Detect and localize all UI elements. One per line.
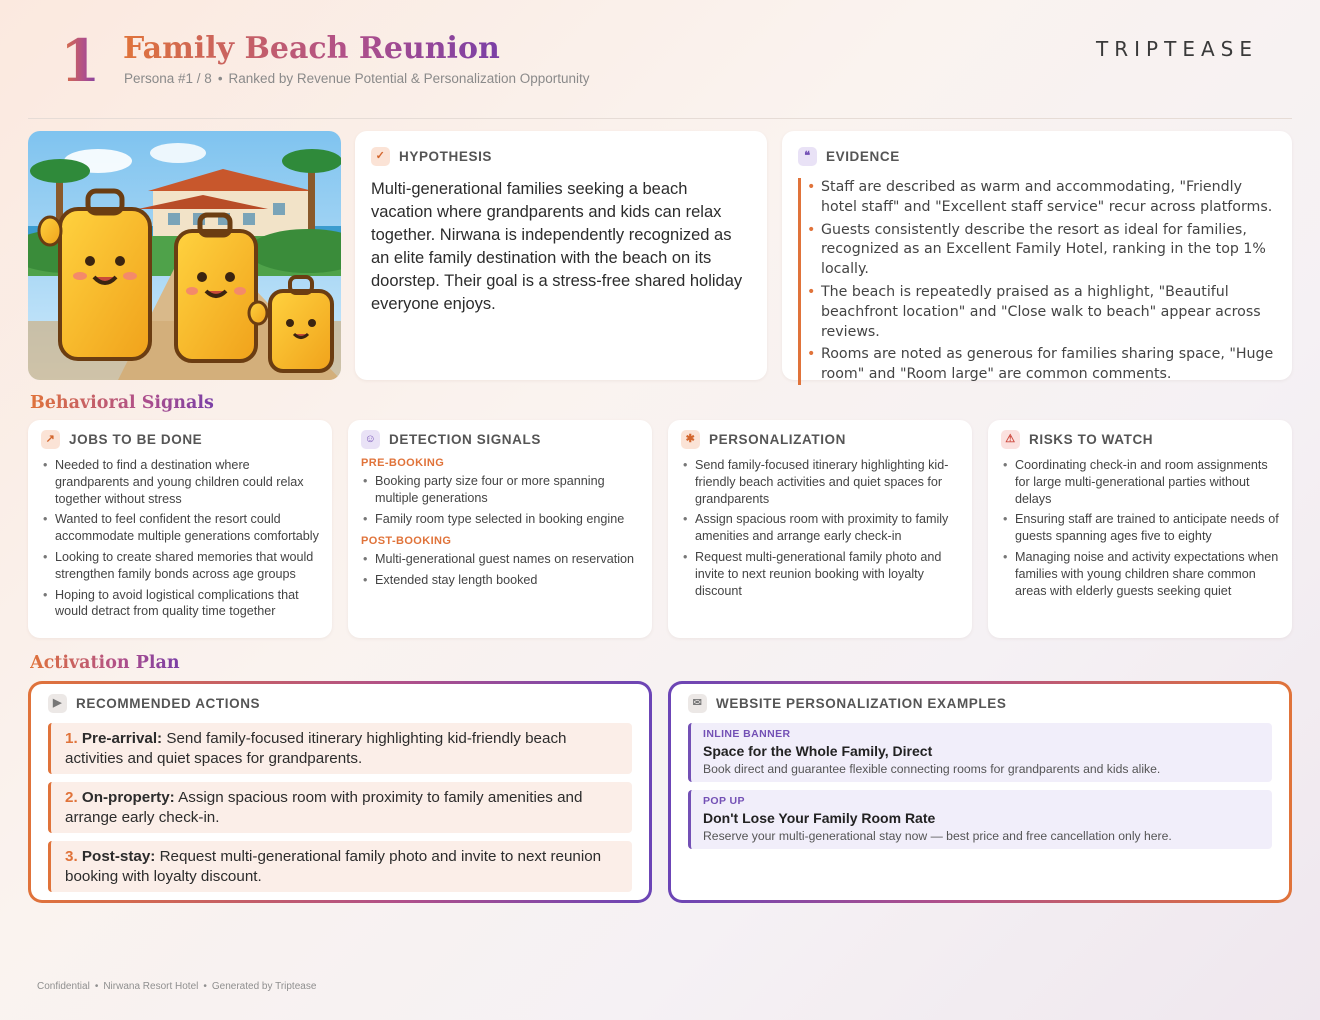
personalization-card xyxy=(668,420,972,638)
mail-icon: ✉ xyxy=(688,694,707,713)
list-item: • Send family-focused itinerary highlighting kid-friendly beach activities and quiet spaces for grandparents xyxy=(681,457,959,507)
list-item: • Ensuring staff are trained to anticipate needs of guests spanning ages five to eighty xyxy=(1001,511,1279,545)
jobs-list xyxy=(41,457,319,620)
risks-heading: RISKS TO WATCH xyxy=(1029,432,1154,447)
evidence-list xyxy=(798,178,1276,385)
jobs-header xyxy=(41,430,319,449)
list-item: • Booking party size four or more spanning multiple generations xyxy=(361,473,639,507)
list-item: • Coordinating check-in and room assignments for large multi-generational parties without delays xyxy=(1001,457,1279,507)
separator: • xyxy=(217,71,223,86)
action-item xyxy=(48,723,632,774)
pre-booking-label: PRE-BOOKING xyxy=(361,457,445,469)
website-example xyxy=(688,723,1272,782)
persona-rank: 1 xyxy=(60,27,101,95)
action-number: 2. xyxy=(65,789,78,806)
page-title: Family Beach Reunion xyxy=(123,31,500,66)
jobs-to-be-done-card xyxy=(28,420,332,638)
hypothesis-heading: HYPOTHESIS xyxy=(399,149,493,164)
risks-card xyxy=(988,420,1292,638)
suitcase-family-illustration xyxy=(28,131,341,380)
list-item: • Extended stay length booked xyxy=(361,572,639,589)
recommended-heading: RECOMMENDED ACTIONS xyxy=(76,696,261,711)
separator: • xyxy=(203,981,207,992)
website-example xyxy=(688,790,1272,849)
example-type: POP UP xyxy=(703,795,745,807)
evidence-header xyxy=(798,147,1276,166)
activation-plan-title: Activation Plan xyxy=(30,653,180,673)
example-headline: Don't Lose Your Family Room Rate xyxy=(703,810,936,826)
list-item: • Needed to find a destination where grandparents and young children could relax together without stress xyxy=(41,457,319,507)
list-item: • Multi-generational guest names on reservation xyxy=(361,551,639,568)
footer-generated: Generated by Triptease xyxy=(211,981,317,992)
action-label: Post-stay: xyxy=(81,848,156,865)
check-icon: ✓ xyxy=(371,147,390,166)
list-item: • Request multi-generational family photo and invite to next reunion booking with loyalty discount xyxy=(681,549,959,599)
brand-logo: TRIPTEASE xyxy=(1096,37,1258,61)
detection-heading: DETECTION SIGNALS xyxy=(389,432,541,447)
evidence-item: • The beach is repeatedly praised as a highlight, "Beautiful beachfront location" and "Close walk to beach" appear across reviews. xyxy=(821,283,1276,342)
action-number: 3. xyxy=(65,848,78,865)
evidence-item: • Guests consistently describe the resort as ideal for families, recognized as an Excellent Family Hotel, ranking in the top 1% locally. xyxy=(821,221,1276,280)
footer-confidential: Confidential xyxy=(37,981,90,992)
behavioral-signals-title: Behavioral Signals xyxy=(30,393,214,413)
example-body: Reserve your multi-generational stay now — best price and free cancellation only here. xyxy=(703,829,1172,843)
detection-signals-card xyxy=(348,420,652,638)
action-label: On-property: xyxy=(81,789,175,806)
play-icon: ▶ xyxy=(48,694,67,713)
post-booking-label: POST-BOOKING xyxy=(361,535,452,548)
hypothesis-header xyxy=(371,147,751,166)
hypothesis-text: Multi-generational families seeking a beach vacation where grandparents and kids can relax together. Nirwana is independently recognized as an elite family destination with the beach on its doorstep. Their goal is a stress-free shared holiday everyone enjoys. xyxy=(371,180,743,313)
list-item: • Managing noise and activity expectations when families with young children share common areas with elderly guests seeking quiet xyxy=(1001,549,1279,599)
example-headline: Space for the Whole Family, Direct xyxy=(703,743,933,759)
persona-label: Persona #1 / 8 xyxy=(124,71,212,86)
evidence-item: • Staff are described as warm and accommodating, "Friendly hotel staff" and "Excellent staff service" recur across platforms. xyxy=(821,178,1276,218)
recommended-header xyxy=(48,694,632,713)
personalization-heading: PERSONALIZATION xyxy=(709,432,846,447)
ranking-note: Ranked by Revenue Potential & Personalization Opportunity xyxy=(228,71,590,86)
website-header xyxy=(688,694,1272,713)
page-subtitle xyxy=(124,71,590,86)
header-divider xyxy=(28,118,1292,119)
action-text: Assign spacious room with proximity to family amenities and arrange early check-in. xyxy=(65,789,583,826)
risks-list xyxy=(1001,457,1279,599)
list-item: • Looking to create shared memories that would strengthen family bonds across age groups xyxy=(41,549,319,583)
detection-header xyxy=(361,430,639,449)
example-body: Book direct and guarantee flexible connecting rooms for grandparents and kids alike. xyxy=(703,762,1161,776)
recommended-actions-card xyxy=(28,681,652,903)
list-item: • Wanted to feel confident the resort could accommodate multiple generations comfortably xyxy=(41,511,319,545)
footer-hotel: Nirwana Resort Hotel xyxy=(103,981,199,992)
website-personalization-card xyxy=(668,681,1292,903)
hypothesis-card xyxy=(355,131,767,380)
evidence-heading: EVIDENCE xyxy=(826,149,900,164)
example-type: INLINE BANNER xyxy=(703,728,791,740)
smiley-icon: ☺ xyxy=(361,430,380,449)
sparkle-icon: ✱ xyxy=(681,430,700,449)
evidence-card xyxy=(782,131,1292,383)
jobs-heading: JOBS TO BE DONE xyxy=(69,432,203,447)
list-item: • Assign spacious room with proximity to family amenities and arrange early check-in xyxy=(681,511,959,545)
pre-booking-list xyxy=(361,473,639,527)
footer xyxy=(37,981,316,992)
warning-icon: ⚠ xyxy=(1001,430,1020,449)
hero-illustration xyxy=(28,131,341,380)
arrow-up-right-icon: ↗ xyxy=(41,430,60,449)
action-item xyxy=(48,782,632,833)
action-item xyxy=(48,841,632,892)
personalization-header xyxy=(681,430,959,449)
action-text: Request multi-generational family photo and invite to next reunion booking with loyalty discount. xyxy=(65,848,602,885)
evidence-item: • Rooms are noted as generous for families sharing space, "Huge room" and "Room large" are common comments. xyxy=(821,345,1276,385)
action-number: 1. xyxy=(65,730,78,747)
personalization-list xyxy=(681,457,959,599)
risks-header xyxy=(1001,430,1279,449)
list-item: • Family room type selected in booking engine xyxy=(361,511,639,528)
action-text: Send family-focused itinerary highlighting kid-friendly beach activities and quiet spaces for grandparents. xyxy=(65,730,567,767)
quote-icon: ❝ xyxy=(798,147,817,166)
website-heading: WEBSITE PERSONALIZATION EXAMPLES xyxy=(716,696,1007,711)
separator: • xyxy=(94,981,99,992)
list-item: • Hoping to avoid logistical complications that would detract from quality time together xyxy=(41,587,319,621)
action-label: Pre-arrival: xyxy=(81,730,163,747)
post-booking-list xyxy=(361,551,639,589)
